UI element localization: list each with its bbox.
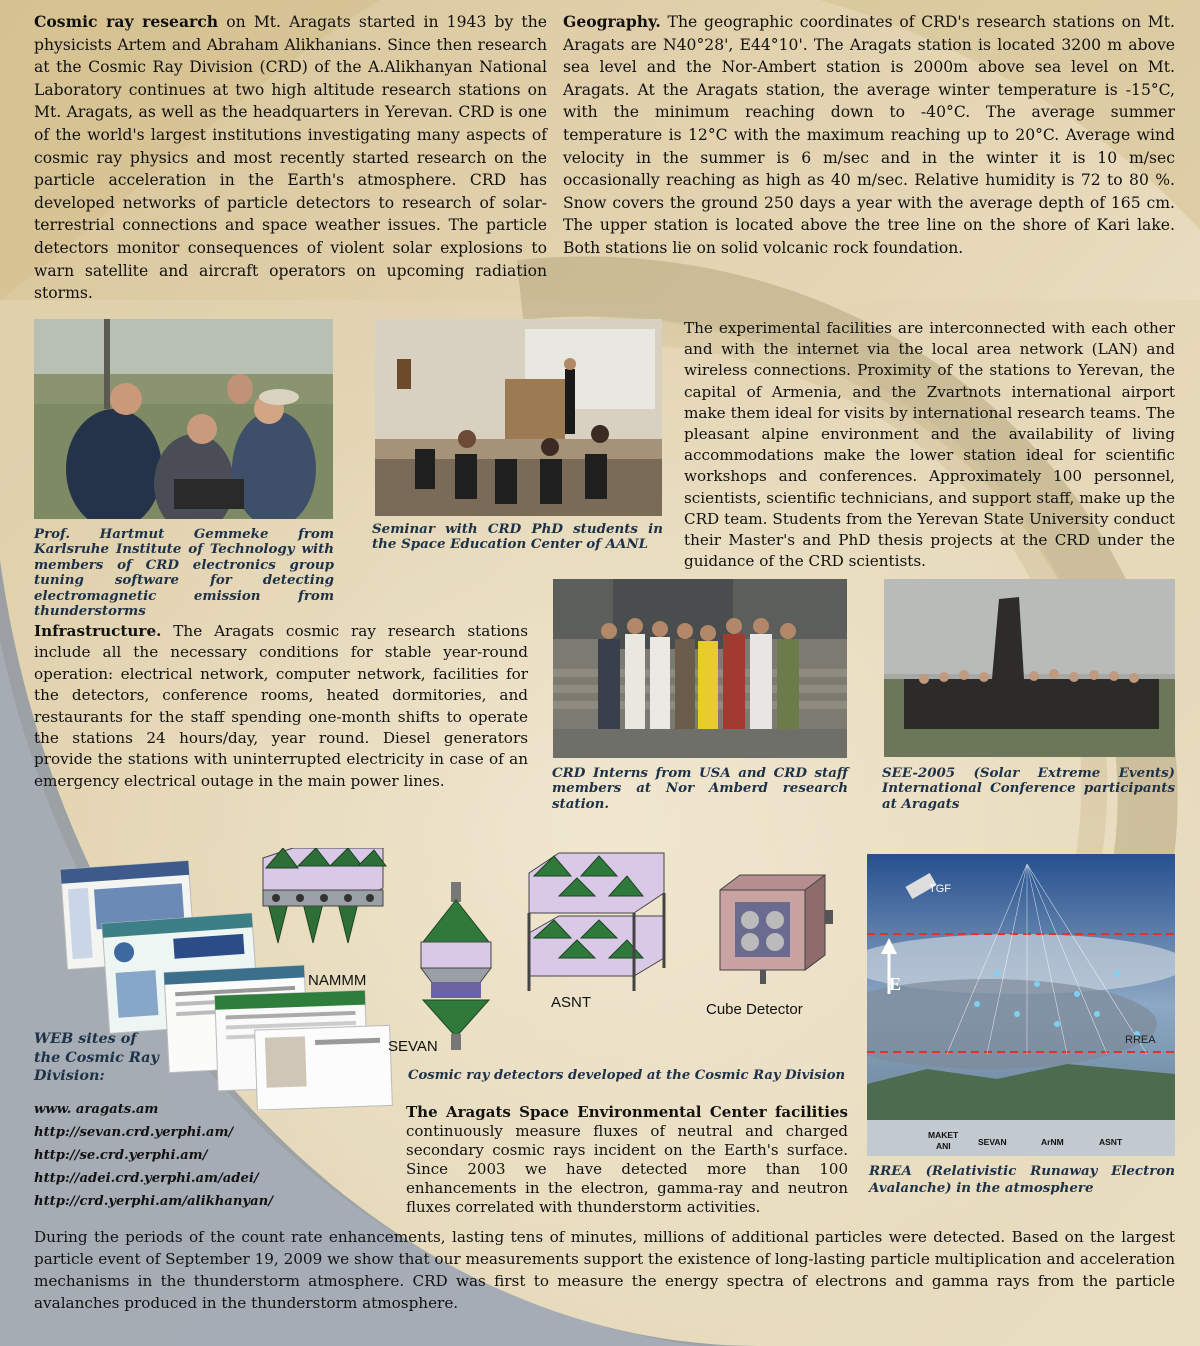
caption-rrea: RREA (Relativistic Runaway Electron Avalanche) in the atmosphere [869,1163,1175,1196]
closing-paragraph: During the periods of the count rate enhancements, lasting tens of minutes, millions of additional particles were detected. Based on the largest particle event of September 19, 2009 we show that our measurements support the existence of long-lasting particle multiplication and acceleration mechanisms in the thunderstorm atmosphere. CRD was first to measure the energy spectra of electrons and gamma rays from the particle avalanches produced in the thunderstorm atmosphere. [34,1228,1175,1312]
detector-nammm-illustration [258,848,390,968]
caption-photo4: SEE-2005 (Solar Extreme Events) International Conference participants at Aragats [882,765,1175,812]
caption-photo1: Prof. Hartmut Gemmeke from Karlsruhe Institute of Technology with members of CRD electronics group tuning software for detecting electromagnetic emission from thunderstorms [34,526,334,620]
web-link[interactable]: http://adei.crd.yerphi.am/adei/ [34,1171,259,1186]
detector-cube-illustration [700,870,840,990]
rrea-label-e: E [889,974,902,994]
asec-text: continuously measure fluxes of neutral and charged secondary cosmic rays incident on the Earth's surface. Since 2003 we have detected more than 100 enhancements in the electron, gamma-ray and neutron fluxes correlated with thunderstorm activities. [406,1122,848,1217]
facilities-paragraph: The experimental facilities are interconnected with each other and with the internet via the local area network (LAN) and wireless connections. Proximity of the stations to Yerevan, the capital of Armenia, and the Zvartnots international airport make them ideal for visits by international research teams. The pleasant alpine environment and the availability of living accommodations make the lower station ideal for scientific workshops and conferences. Approximately 100 personnel, scientists, scientific technicians, and support staff, make up the CRD team. Students from the Yerevan State University conduct their Master's and PhD thesis projects at the CRD under the guidance of the CRD scientists. [684,319,1175,571]
detector-asnt-illustration [519,848,669,991]
asec-paragraph [406,1103,848,1218]
web-link[interactable]: http://sevan.crd.yerphi.am/ [34,1125,234,1140]
photo-electronics-group [34,319,333,519]
photo-seminar [375,319,662,516]
geography-heading: Geography. [563,12,661,31]
rrea-label-sevan: SEVAN [978,1137,1007,1147]
intro-text: on Mt. Aragats started in 1943 by the physicists Artem and Abraham Alikhanians. Since then research at the Cosmic Ray Division (CRD) of the A.Alikhanyan National Laboratory continues at two high altitude research stations on Mt. Aragats, as well as the headquarters in Yerevan. CRD is one of the world's largest institutions investigating many aspects of cosmic ray physics and most recently started research on the particle acceleration in the Earth's atmosphere. CRD has developed networks of particle detectors to research of solar-terrestrial connections and space weather issues. The particle detectors monitor consequences of violent solar explosions to warn satellite and aircraft operators on upcoming radiation storms. [34,13,547,303]
web-sites-heading: WEB sites of the Cosmic Ray Division: [34,1030,159,1084]
intro-heading: Cosmic ray research [34,12,219,31]
rrea-label-ani: ANI [936,1141,951,1151]
photo-interns [553,579,847,758]
rrea-diagram [867,854,1175,1156]
intro-paragraph [34,11,547,305]
geography-text: The geographic coordinates of CRD's research stations on Mt. Aragats are N40°28', E44°10'. The Aragats station is located 3200 m above sea level and the Nor-Ambert station is 2000m above sea level on Mt. Aragats. At the Aragats station, the average winter temperature is -15°C, with the minimum reaching down to -40°C. The average summer temperature is 12°C with the maximum reaching up to 20°C. Average wind velocity in the summer is 6 m/sec and in the winter it is 10 m/sec occasionally reaching as high as 40 m/sec. Relative humidity is 72 to 80 %. Snow covers the ground 250 days a year with the average depth of 165 cm. The upper station is located above the tree line on the shore of Kari lake. Both stations lie on solid volcanic rock foundation. [563,13,1175,257]
infrastructure-text: The Aragats cosmic ray research stations include all the necessary conditions for stable year-round operation: electrical network, computer network, facilities for the detectors, conference rooms, heated dormitories, and restaurants for the staff spending one-month shifts to operate the stations 24 hours/day, year round. Diesel generators provide the stations with uninterrupted electricity in case of an emergency electrical outage in the main power lines. [34,622,528,790]
infrastructure-paragraph [34,621,528,792]
rrea-label-tgf: TGF [929,883,951,895]
geography-paragraph [563,11,1175,260]
web-link[interactable]: http://se.crd.yerphi.am/ [34,1148,208,1163]
rrea-label-arnm: ArNM [1041,1137,1064,1147]
photo-conference [884,579,1175,757]
label-nammm: NAMMM [308,972,367,989]
caption-photo3: CRD Interns from USA and CRD staff members at Nor Amberd research station. [552,765,848,812]
rrea-label-rrea: RREA [1125,1034,1156,1046]
rrea-label-asnt: ASNT [1099,1137,1123,1147]
detector-sevan-illustration [413,882,499,1052]
label-asnt: ASNT [551,994,592,1011]
label-sevan: SEVAN [388,1038,438,1055]
web-link[interactable]: http://crd.yerphi.am/alikhanyan/ [34,1194,274,1209]
label-cube-detector: Cube Detector [706,1001,803,1018]
caption-detectors: Cosmic ray detectors developed at the Cosmic Ray Division [408,1068,846,1083]
web-link[interactable]: www. aragats.am [34,1102,159,1117]
caption-photo2: Seminar with CRD PhD students in the Space Education Center of AANL [372,521,663,553]
asec-heading: The Aragats Space Environmental Center facilities [406,1103,848,1121]
web-links-list [34,1098,274,1213]
rrea-label-maket: MAKET [928,1130,959,1140]
infrastructure-heading: Infrastructure. [34,622,162,640]
